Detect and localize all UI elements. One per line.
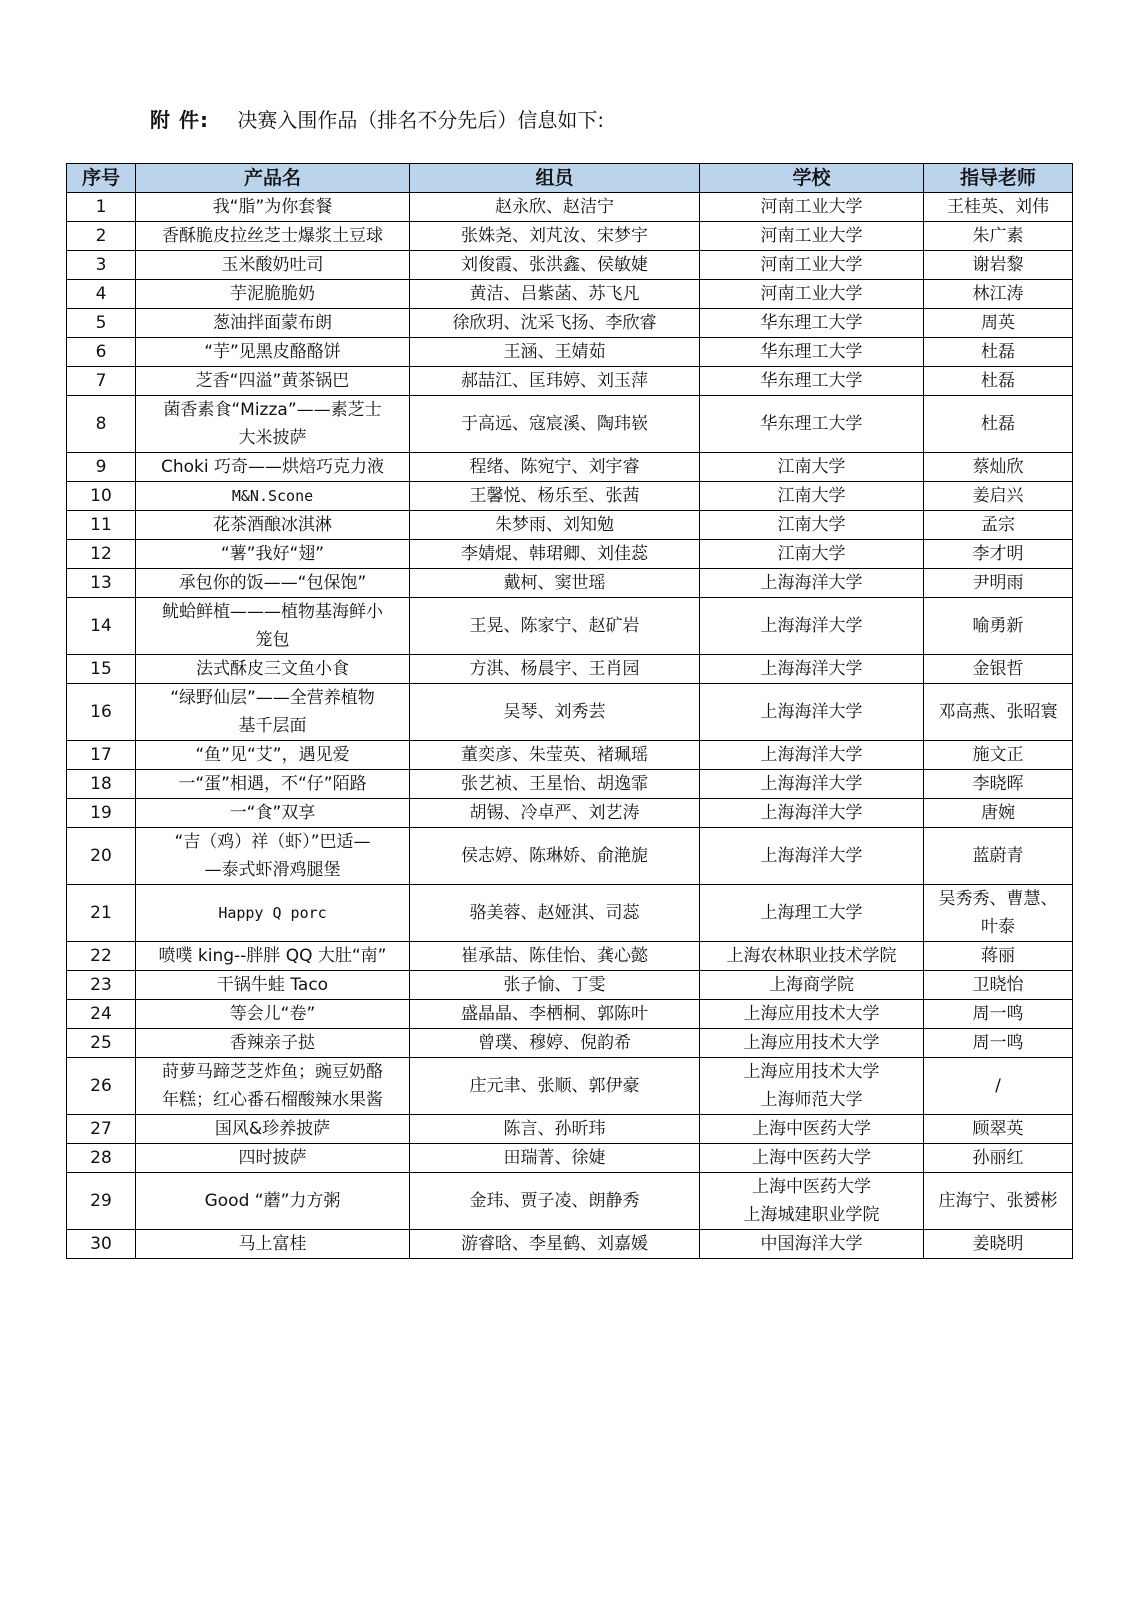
table-row [67, 684, 1073, 741]
table-row [67, 598, 1073, 655]
cell-product [136, 1230, 410, 1259]
cell-number: 27 [67, 1115, 136, 1144]
cell-members: 金玮、贾子凌、朗静秀 [410, 1173, 700, 1230]
table-row [67, 540, 1073, 569]
cell-product-line: 玉米酸奶吐司 [221, 255, 324, 275]
cell-school [700, 1058, 924, 1115]
cell-school [700, 540, 924, 569]
cell-product-line: 香辣亲子挞 [230, 1033, 315, 1053]
cell-product [136, 1173, 410, 1230]
cell-school-line: 上海海洋大学 [760, 846, 863, 866]
cell-product-line: 花茶酒酿冰淇淋 [213, 515, 332, 535]
cell-product [136, 655, 410, 684]
cell-school [700, 1173, 924, 1230]
cell-product [136, 1058, 410, 1115]
cell-product [136, 251, 410, 280]
header-school: 学校 [700, 164, 924, 193]
cell-school-line: 河南工业大学 [760, 284, 863, 304]
cell-product-line: 香酥脆皮拉丝芝士爆浆土豆球 [162, 226, 383, 246]
cell-product [136, 309, 410, 338]
cell-product [136, 280, 410, 309]
cell-members: 骆美蓉、赵娅淇、司蕊 [410, 885, 700, 942]
cell-school-line: 上海海洋大学 [760, 745, 863, 765]
cell-product-line: 基千层面 [238, 716, 307, 736]
header-product: 产品名 [136, 164, 410, 193]
cell-product [136, 396, 410, 453]
cell-teacher-line: 蓝蔚青 [972, 846, 1024, 866]
cell-number: 5 [67, 309, 136, 338]
cell-number: 15 [67, 655, 136, 684]
cell-number: 29 [67, 1173, 136, 1230]
cell-product-line: 等会儿“卷” [229, 1004, 316, 1024]
cell-product [136, 569, 410, 598]
cell-number: 25 [67, 1029, 136, 1058]
cell-teacher-line: 李才明 [972, 544, 1024, 564]
cell-members: 郝喆江、匡玮婷、刘玉萍 [410, 367, 700, 396]
table-body [67, 193, 1073, 1259]
cell-teacher-line: 施文正 [972, 745, 1024, 765]
cell-product [136, 942, 410, 971]
cell-number: 18 [67, 770, 136, 799]
cell-school [700, 309, 924, 338]
cell-product-line: 鱿蛤鲜植———植物基海鲜小 [162, 602, 383, 622]
cell-teacher-line: 喻勇新 [972, 616, 1024, 636]
cell-school-line: 江南大学 [777, 515, 846, 535]
cell-number: 9 [67, 453, 136, 482]
cell-teacher-line: 邓高燕、张昭寰 [938, 702, 1058, 722]
cell-number: 3 [67, 251, 136, 280]
cell-members: 吴琴、刘秀芸 [410, 684, 700, 741]
cell-product-line: 一“食”双享 [229, 803, 316, 823]
cell-product-line: 年糕；红心番石榴酸辣水果酱 [162, 1090, 383, 1110]
cell-members: 李婧焜、韩珺卿、刘佳蕊 [410, 540, 700, 569]
cell-school [700, 598, 924, 655]
cell-members: 王晃、陈家宁、赵矿岩 [410, 598, 700, 655]
cell-number: 12 [67, 540, 136, 569]
cell-teacher-line: 孙丽红 [972, 1148, 1024, 1168]
cell-product-line: 菌香素食“Mizza”——素芝士 [163, 400, 382, 420]
cell-school-line: 河南工业大学 [760, 255, 863, 275]
cell-teacher-line: 孟宗 [981, 515, 1015, 535]
cell-teacher [924, 309, 1073, 338]
cell-teacher [924, 569, 1073, 598]
cell-school [700, 251, 924, 280]
cell-school [700, 193, 924, 222]
cell-school [700, 971, 924, 1000]
cell-number: 23 [67, 971, 136, 1000]
cell-teacher-line: 李晓晖 [972, 774, 1024, 794]
cell-product-line: “吉（鸡）祥（虾）”巴适— [174, 832, 371, 852]
cell-teacher-line: 顾翠英 [972, 1119, 1024, 1139]
cell-teacher [924, 1029, 1073, 1058]
cell-teacher [924, 222, 1073, 251]
cell-members: 胡锡、冷卓严、刘艺涛 [410, 799, 700, 828]
cell-product [136, 511, 410, 540]
cell-members: 陈言、孙昕玮 [410, 1115, 700, 1144]
table-row [67, 655, 1073, 684]
cell-number: 26 [67, 1058, 136, 1115]
cell-product-line: 马上富桂 [238, 1234, 307, 1254]
table-row [67, 367, 1073, 396]
cell-teacher-line: 朱广素 [972, 226, 1024, 246]
header-number: 序号 [67, 164, 136, 193]
cell-school-line: 上海海洋大学 [760, 573, 863, 593]
table-row [67, 396, 1073, 453]
cell-school-line: 上海海洋大学 [760, 803, 863, 823]
cell-school-line: 上海应用技术大学 [743, 1062, 880, 1082]
cell-school [700, 396, 924, 453]
cell-school-line: 上海农林职业技术学院 [726, 946, 897, 966]
cell-product-line: 笼包 [255, 630, 290, 650]
cell-school-line: 华东理工大学 [760, 371, 863, 391]
table-row [67, 1058, 1073, 1115]
table-row [67, 569, 1073, 598]
cell-school [700, 511, 924, 540]
cell-number: 7 [67, 367, 136, 396]
cell-teacher [924, 1230, 1073, 1259]
cell-school-line: 上海商学院 [769, 975, 854, 995]
cell-product [136, 367, 410, 396]
cell-teacher-line: 谢岩黎 [972, 255, 1024, 275]
cell-school-line: 上海中医药大学 [752, 1119, 871, 1139]
cell-number: 17 [67, 741, 136, 770]
cell-product [136, 1029, 410, 1058]
cell-product [136, 193, 410, 222]
cell-product [136, 799, 410, 828]
cell-school-line: 中国海洋大学 [760, 1234, 863, 1254]
cell-school-line: 上海应用技术大学 [743, 1033, 880, 1053]
cell-teacher-line: 周英 [981, 313, 1015, 333]
table-row [67, 251, 1073, 280]
cell-school [700, 1144, 924, 1173]
cell-school [700, 655, 924, 684]
cell-members: 刘俊霞、张洪鑫、侯敏婕 [410, 251, 700, 280]
cell-members: 曾璞、穆婷、倪韵希 [410, 1029, 700, 1058]
cell-teacher [924, 1058, 1073, 1115]
cell-school [700, 338, 924, 367]
cell-members: 于高远、寇宸溪、陶玮嵚 [410, 396, 700, 453]
cell-number: 21 [67, 885, 136, 942]
cell-number: 4 [67, 280, 136, 309]
cell-number: 30 [67, 1230, 136, 1259]
cell-teacher-line: 尹明雨 [972, 573, 1024, 593]
heading-label: 附 件: [150, 108, 209, 132]
cell-school-line: 河南工业大学 [760, 197, 863, 217]
cell-number: 1 [67, 193, 136, 222]
cell-members: 程绪、陈宛宁、刘宇睿 [410, 453, 700, 482]
cell-product [136, 828, 410, 885]
cell-product-line: “芋”见黑皮酪酪饼 [204, 342, 341, 362]
cell-members: 王涵、王婧茹 [410, 338, 700, 367]
table-row [67, 971, 1073, 1000]
cell-members: 赵永欣、赵洁宁 [410, 193, 700, 222]
cell-teacher-line: 蔡灿欣 [972, 457, 1024, 477]
finalist-table [66, 163, 1073, 1259]
table-row [67, 741, 1073, 770]
cell-school [700, 770, 924, 799]
cell-teacher [924, 338, 1073, 367]
cell-school [700, 942, 924, 971]
cell-teacher [924, 1000, 1073, 1029]
cell-product-line: 莳萝马蹄芝芝炸鱼；豌豆奶酪 [162, 1062, 383, 1082]
cell-members: 张子愉、丁雯 [410, 971, 700, 1000]
cell-number: 13 [67, 569, 136, 598]
cell-product-line: Happy Q porc [218, 904, 327, 922]
cell-product-line: “鱼”见“艾”，遇见爱 [195, 745, 350, 765]
table-header-row [67, 164, 1073, 193]
cell-members: 黄洁、吕紫菡、苏飞凡 [410, 280, 700, 309]
cell-teacher-line: 姜晓明 [972, 1234, 1024, 1254]
cell-product-line: 葱油拌面蒙布朗 [213, 313, 332, 333]
cell-teacher [924, 828, 1073, 885]
cell-members: 王馨悦、杨乐至、张茜 [410, 482, 700, 511]
table-row [67, 1173, 1073, 1230]
cell-school [700, 222, 924, 251]
table-row [67, 828, 1073, 885]
cell-product [136, 598, 410, 655]
cell-school [700, 280, 924, 309]
cell-product [136, 338, 410, 367]
cell-number: 2 [67, 222, 136, 251]
table-row [67, 770, 1073, 799]
cell-product-line: —泰式虾滑鸡腿堡 [204, 860, 341, 880]
cell-school-line: 上海中医药大学 [752, 1148, 871, 1168]
cell-product [136, 885, 410, 942]
cell-teacher [924, 1173, 1073, 1230]
cell-school [700, 1029, 924, 1058]
cell-product [136, 971, 410, 1000]
cell-school-line: 华东理工大学 [760, 414, 863, 434]
cell-teacher [924, 655, 1073, 684]
cell-product-line: “绿野仙层”——全营养植物 [170, 688, 375, 708]
cell-school [700, 741, 924, 770]
cell-teacher-line: 姜启兴 [972, 486, 1024, 506]
cell-members: 张艺祯、王星怡、胡逸霏 [410, 770, 700, 799]
page-heading [150, 106, 604, 134]
cell-product-line: 国风&珍养披萨 [214, 1119, 331, 1139]
cell-number: 24 [67, 1000, 136, 1029]
cell-number: 11 [67, 511, 136, 540]
cell-number: 20 [67, 828, 136, 885]
cell-teacher [924, 482, 1073, 511]
table-row [67, 453, 1073, 482]
cell-teacher-line: 王桂英、刘伟 [947, 197, 1049, 217]
cell-product-line: 四时披萨 [238, 1148, 307, 1168]
table-row [67, 511, 1073, 540]
cell-teacher-line: 杜磊 [981, 414, 1015, 434]
cell-teacher [924, 885, 1073, 942]
cell-product [136, 770, 410, 799]
cell-school [700, 828, 924, 885]
cell-members: 游睿晗、李星鹤、刘嘉媛 [410, 1230, 700, 1259]
cell-teacher [924, 251, 1073, 280]
cell-product-line: 我“脂”为你套餐 [212, 197, 333, 217]
cell-number: 10 [67, 482, 136, 511]
cell-teacher-line: 周一鸣 [972, 1004, 1024, 1024]
cell-school [700, 1230, 924, 1259]
cell-teacher-line: 杜磊 [981, 371, 1015, 391]
table-row [67, 1000, 1073, 1029]
cell-teacher [924, 1144, 1073, 1173]
table-row [67, 222, 1073, 251]
header-members: 组员 [410, 164, 700, 193]
cell-members: 崔承喆、陈佳怡、龚心懿 [410, 942, 700, 971]
cell-members: 盛晶晶、李栖桐、郭陈叶 [410, 1000, 700, 1029]
cell-school-line: 上海海洋大学 [760, 774, 863, 794]
cell-teacher [924, 540, 1073, 569]
cell-teacher [924, 799, 1073, 828]
cell-members: 戴柯、窦世瑶 [410, 569, 700, 598]
cell-teacher [924, 367, 1073, 396]
cell-school-line: 上海海洋大学 [760, 659, 863, 679]
table-row [67, 1115, 1073, 1144]
cell-number: 19 [67, 799, 136, 828]
cell-school-line: 江南大学 [777, 486, 846, 506]
heading-text: 决赛入围作品（排名不分先后）信息如下: [237, 108, 605, 132]
cell-school-line: 江南大学 [777, 457, 846, 477]
cell-product [136, 482, 410, 511]
cell-members: 侯志婷、陈琳娇、俞滟旎 [410, 828, 700, 885]
cell-teacher [924, 396, 1073, 453]
cell-school [700, 569, 924, 598]
cell-school-line: 华东理工大学 [760, 342, 863, 362]
cell-teacher [924, 1115, 1073, 1144]
cell-members: 董奕彦、朱莹英、褚珮瑶 [410, 741, 700, 770]
cell-teacher [924, 193, 1073, 222]
cell-teacher-line: 周一鸣 [972, 1033, 1024, 1053]
cell-product-line: 大米披萨 [238, 428, 307, 448]
cell-product-line: 一“蛋”相遇，不“仔”陌路 [178, 774, 367, 794]
cell-school [700, 1115, 924, 1144]
cell-product-line: 喷噗 king--胖胖 QQ 大肚“南” [158, 946, 387, 966]
cell-members: 张姝尧、刘芃汝、宋梦宇 [410, 222, 700, 251]
cell-school-line: 上海海洋大学 [760, 616, 863, 636]
cell-number: 28 [67, 1144, 136, 1173]
cell-teacher-line: 林江涛 [972, 284, 1024, 304]
cell-school [700, 885, 924, 942]
cell-number: 14 [67, 598, 136, 655]
cell-product-line: Choki 巧奇——烘焙巧克力液 [160, 457, 385, 477]
cell-teacher [924, 942, 1073, 971]
cell-teacher [924, 453, 1073, 482]
cell-teacher-line: 吴秀秀、曹慧、 [938, 889, 1058, 909]
cell-school [700, 1000, 924, 1029]
cell-teacher [924, 971, 1073, 1000]
cell-product-line: 芋泥脆脆奶 [230, 284, 315, 304]
cell-school [700, 453, 924, 482]
cell-teacher-line: 庄海宁、张赟彬 [938, 1191, 1058, 1211]
cell-product-line: 法式酥皮三文鱼小食 [196, 659, 349, 679]
cell-product-line: Good “蘑”力方粥 [204, 1191, 341, 1211]
table-row [67, 885, 1073, 942]
table-row [67, 482, 1073, 511]
cell-teacher [924, 684, 1073, 741]
cell-teacher [924, 598, 1073, 655]
cell-members: 田瑞菁、徐婕 [410, 1144, 700, 1173]
table-row [67, 942, 1073, 971]
table-row [67, 280, 1073, 309]
header-teacher: 指导老师 [924, 164, 1073, 193]
cell-school-line: 上海理工大学 [760, 903, 863, 923]
cell-product [136, 222, 410, 251]
cell-teacher-line: 叶泰 [981, 917, 1015, 937]
cell-school-line: 江南大学 [777, 544, 846, 564]
table-row [67, 1230, 1073, 1259]
cell-teacher-line: / [995, 1076, 1001, 1096]
cell-product [136, 741, 410, 770]
cell-product-line: M&N.Scone [231, 487, 314, 505]
cell-school-line: 上海城建职业学院 [743, 1205, 880, 1225]
table-row [67, 1029, 1073, 1058]
cell-teacher [924, 741, 1073, 770]
cell-product [136, 1144, 410, 1173]
cell-teacher-line: 唐婉 [981, 803, 1015, 823]
cell-number: 22 [67, 942, 136, 971]
cell-school-line: 上海海洋大学 [760, 702, 863, 722]
cell-teacher [924, 770, 1073, 799]
cell-teacher-line: 蒋丽 [981, 946, 1015, 966]
cell-product-line: 干锅牛蛙 Taco [216, 975, 329, 995]
cell-school-line: 上海中医药大学 [752, 1177, 871, 1197]
cell-members: 朱梦雨、刘知勉 [410, 511, 700, 540]
cell-school-line: 河南工业大学 [760, 226, 863, 246]
cell-school [700, 482, 924, 511]
cell-number: 6 [67, 338, 136, 367]
cell-teacher [924, 280, 1073, 309]
cell-teacher [924, 511, 1073, 540]
cell-teacher-line: 卫晓怡 [972, 975, 1024, 995]
table-row [67, 309, 1073, 338]
cell-product-line: “薯”我好“翅” [220, 544, 325, 564]
cell-product [136, 1000, 410, 1029]
cell-members: 徐欣玥、沈采飞扬、李欣睿 [410, 309, 700, 338]
cell-school-line: 华东理工大学 [760, 313, 863, 333]
cell-school-line: 上海应用技术大学 [743, 1004, 880, 1024]
table-row [67, 799, 1073, 828]
cell-teacher-line: 杜磊 [981, 342, 1015, 362]
cell-members: 庄元聿、张顺、郭伊豪 [410, 1058, 700, 1115]
table-row [67, 338, 1073, 367]
cell-members: 方淇、杨晨宇、王肖园 [410, 655, 700, 684]
cell-school [700, 684, 924, 741]
cell-school [700, 367, 924, 396]
cell-product-line: 芝香“四溢”黄茶锅巴 [195, 371, 350, 391]
table-row [67, 193, 1073, 222]
cell-product [136, 540, 410, 569]
cell-school [700, 799, 924, 828]
cell-product [136, 453, 410, 482]
cell-product [136, 684, 410, 741]
cell-school-line: 上海师范大学 [760, 1090, 863, 1110]
cell-number: 8 [67, 396, 136, 453]
cell-product-line: 承包你的饭——“包保饱” [178, 573, 367, 593]
cell-product [136, 1115, 410, 1144]
table-row [67, 1144, 1073, 1173]
cell-teacher-line: 金银哲 [972, 659, 1024, 679]
cell-number: 16 [67, 684, 136, 741]
